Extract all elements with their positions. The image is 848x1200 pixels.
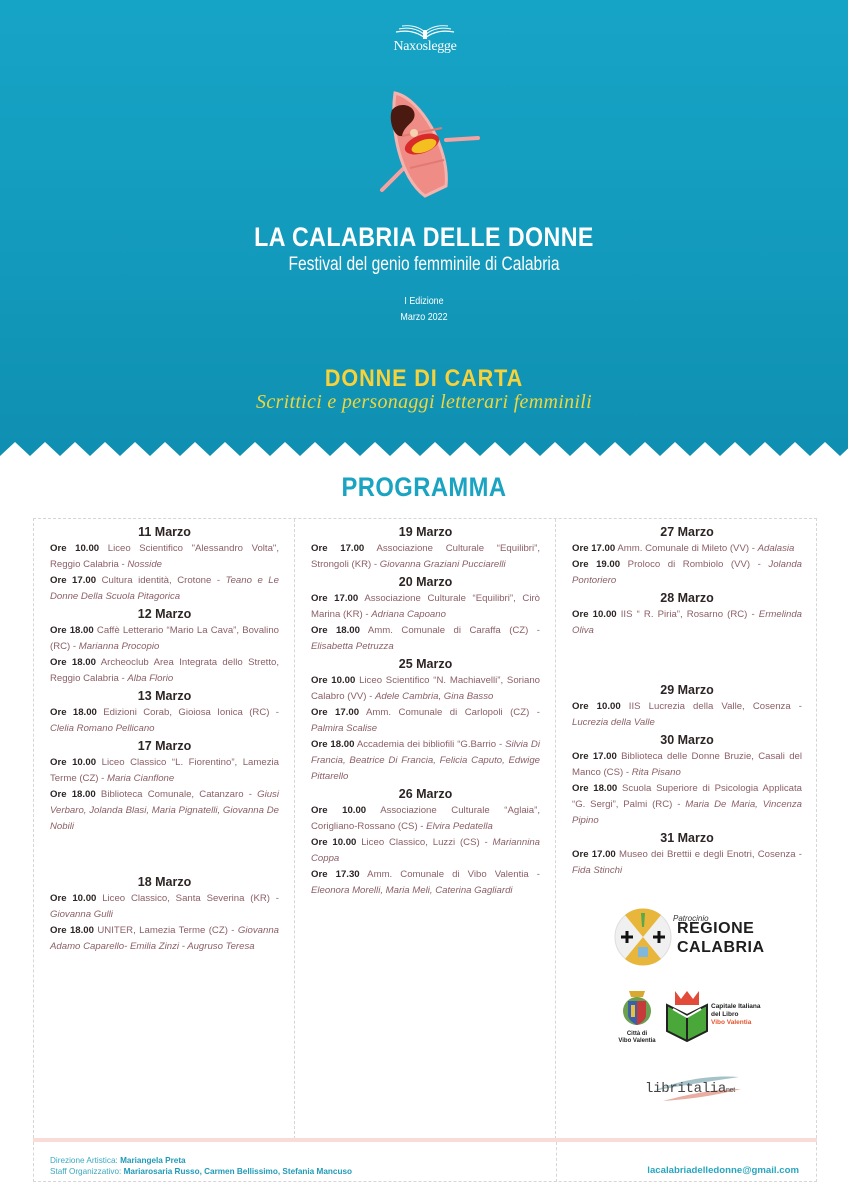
logo-text: Naxoslegge <box>393 39 457 54</box>
event-venue: Liceo Scientifico “N. Machiavelli”, Soriano Calabro (VV) - <box>311 675 540 702</box>
libritalia-logo <box>643 1071 743 1105</box>
naxoslegge-logo <box>385 22 465 58</box>
event-venue: Amm. Comunale di Vibo Valentia - <box>367 869 540 880</box>
event-item <box>50 891 279 923</box>
event-time: Ore 10.00 <box>311 805 367 816</box>
day-heading: 17 Marzo <box>137 739 192 753</box>
event-guest: Ermelinda Oliva <box>572 609 802 636</box>
event-item <box>311 591 540 623</box>
day-heading: 13 Marzo <box>137 689 192 703</box>
event-guest: Adriana Capoano <box>371 609 446 620</box>
event-time: Ore 10.00 <box>50 543 100 554</box>
capitale-line-2: del Libro <box>711 1011 739 1018</box>
citta-line-2: Vibo Valentia <box>618 1038 656 1044</box>
program-column-2 <box>295 519 556 1139</box>
event-guest: Giovanna Graziani Pucciarelli <box>379 559 506 570</box>
event-guest: Palmira Scalise <box>311 723 378 734</box>
event-venue: Amm. Comunale di Mileto (VV) - <box>617 543 758 554</box>
day-heading: 12 Marzo <box>137 607 192 621</box>
capitale-line-3: Vibo Valentia <box>711 1019 752 1026</box>
capitale-libro-text <box>711 1003 761 1027</box>
edition-info <box>64 293 785 325</box>
program-grid <box>33 518 817 1138</box>
event-time: Ore 18.00 <box>50 657 96 668</box>
event-time: Ore 17.00 <box>572 751 617 762</box>
event-guest: Maria Cianflone <box>107 773 175 784</box>
event-time: Ore 10.00 <box>311 837 357 848</box>
event-time: Ore 17.00 <box>50 575 97 586</box>
hero-banner <box>0 0 848 460</box>
event-time: Ore 17.30 <box>311 869 360 880</box>
event-venue: Liceo Classico, Santa Severina (KR) - <box>102 893 279 904</box>
libritalia-suffix: net <box>726 1087 735 1094</box>
event-venue: Accademia dei bibliofili “G.Barrio - <box>356 739 506 750</box>
event-item <box>50 755 279 787</box>
event-venue: Liceo Classico, Luzzi (CS) - <box>361 837 493 848</box>
event-venue: Archeoclub Area Integrata dello Stretto, Reggio Calabria - <box>50 657 279 684</box>
event-guest: Adalasia <box>757 543 795 554</box>
credits <box>50 1155 352 1177</box>
capitale-line-1: Capitale Italiana <box>711 1003 761 1010</box>
event-venue: Liceo Classico “L. Fiorentino”, Lamezia Terme (CZ) - <box>50 757 279 784</box>
event-item <box>572 847 802 879</box>
event-item <box>572 749 802 781</box>
event-guest: Teano e Le Donne Della Scuola Pitagorica <box>50 575 279 602</box>
staff-label: Staff Organizzativo: <box>50 1167 124 1176</box>
day-heading: 19 Marzo <box>398 525 453 539</box>
staff-names: Mariarosaria Russo, Carmen Bellissimo, Stefania Mancuso <box>123 1167 352 1176</box>
event-item <box>572 699 802 731</box>
event-time: Ore 18.00 <box>50 625 94 636</box>
event-item <box>311 835 540 867</box>
event-item <box>50 705 279 737</box>
programma-heading: PROGRAMMA <box>341 472 507 502</box>
event-guest: Rita Pisano <box>631 767 681 778</box>
event-venue: Scuola Superiore di Psicologia Applicata “G. Sergi”, Palmi (RC) - <box>572 783 802 810</box>
event-time: Ore 10.00 <box>572 701 621 712</box>
footer <box>33 1142 817 1182</box>
organizing-staff <box>50 1166 352 1177</box>
program-column-1 <box>34 519 295 1139</box>
regione-calabria-logo-text <box>677 919 765 957</box>
day-heading: 26 Marzo <box>398 787 453 801</box>
event-item <box>311 623 540 655</box>
day-heading: 20 Marzo <box>398 575 453 589</box>
patrocinio-label: Patrocinio <box>673 914 709 923</box>
event-venue: Associazione Culturale “Equilibri”, Strongoli (KR) - <box>311 543 540 570</box>
event-venue: Edizioni Corab, Gioiosa Ionica (RC) - <box>103 707 279 718</box>
event-guest: Eleonora Morelli, Maria Meli, Caterina Gagliardi <box>311 885 513 896</box>
event-venue: Biblioteca delle Donne Bruzie, Casali del Manco (CS) - <box>572 751 802 778</box>
edition-date: Marzo 2022 <box>400 311 448 323</box>
event-time: Ore 19.00 <box>572 559 621 570</box>
event-time: Ore 18.00 <box>311 625 360 636</box>
event-item <box>50 541 279 573</box>
event-item <box>572 557 802 589</box>
libritalia-text <box>645 1081 735 1097</box>
event-guest: Clelia Romano Pellicano <box>50 723 155 734</box>
day-heading: 27 Marzo <box>660 525 714 539</box>
event-item <box>50 623 279 655</box>
column-spacer <box>572 639 802 681</box>
event-time: Ore 17.00 <box>311 593 359 604</box>
event-guest: Alba Florio <box>127 673 174 684</box>
event-time: Ore 17.00 <box>311 543 365 554</box>
event-item <box>50 655 279 687</box>
regione-line-1: REGIONE <box>677 920 755 937</box>
event-guest: Fida Stinchi <box>572 865 623 876</box>
event-time: Ore 17.00 <box>311 707 360 718</box>
event-time: Ore 18.00 <box>50 707 97 718</box>
event-time: Ore 18.00 <box>311 739 355 750</box>
event-time: Ore 10.00 <box>311 675 356 686</box>
event-guest: Silvia Di Francia, Beatrice Di Francia, Felicia Caputo, Edwige Pittarello <box>311 739 540 782</box>
event-venue: Biblioteca Comunale, Catanzaro - <box>100 789 258 800</box>
event-venue: IIS “ R. Piria”, Rosarno (RC) - <box>620 609 759 620</box>
event-guest: Lucrezia della Valle <box>572 717 655 728</box>
citta-line-1: Città di <box>626 1031 648 1037</box>
event-guest: Marianna Procopio <box>78 641 160 652</box>
event-venue: UNITER, Lamezia Terme (CZ) - <box>97 925 238 936</box>
event-guest: Giovanna Gulli <box>50 909 113 920</box>
event-item <box>50 787 279 835</box>
rowing-boat-illustration <box>370 88 490 203</box>
event-item <box>50 573 279 605</box>
event-item <box>311 541 540 573</box>
event-guest: Nosside <box>127 559 162 570</box>
event-item <box>311 803 540 835</box>
day-heading: 28 Marzo <box>660 591 714 605</box>
day-heading: 25 Marzo <box>398 657 453 671</box>
event-item <box>572 541 802 557</box>
event-guest: Elvira Pedatella <box>426 821 493 832</box>
libritalia-name: libritalia <box>645 1081 727 1097</box>
event-item <box>311 705 540 737</box>
event-time: Ore 17.00 <box>572 849 616 860</box>
day-heading: 18 Marzo <box>137 875 192 889</box>
event-guest: Adele Cambria, Gina Basso <box>374 691 494 702</box>
capitale-libro-book-icon <box>665 987 709 1043</box>
vibo-valentia-coat-of-arms <box>619 987 655 1031</box>
event-time: Ore 18.00 <box>572 783 618 794</box>
event-guest: Giusi Verbaro, Jolanda Blasi, Maria Pignatelli, Giovanna De Nobili <box>50 789 279 832</box>
event-venue: IIS Lucrezia della Valle, Cosenza - <box>628 701 802 712</box>
contact-email-link[interactable]: lacalabriadelledonne@gmail.com <box>647 1165 799 1176</box>
event-venue: Associazione Culturale “Aglaia”, Corigliano-Rossano (CS) - <box>311 805 540 832</box>
event-item <box>311 867 540 899</box>
direction-label: Direzione Artistica: <box>50 1156 121 1165</box>
event-time: Ore 10.00 <box>50 757 97 768</box>
event-guest: Mariannina Coppa <box>311 837 540 864</box>
day-heading: 30 Marzo <box>660 733 714 747</box>
event-time: Ore 10.00 <box>572 609 617 620</box>
day-heading: 31 Marzo <box>660 831 714 845</box>
event-venue: Amm. Comunale di Carlopoli (CZ) - <box>366 707 540 718</box>
event-item <box>572 781 802 829</box>
event-venue: Associazione Culturale “Equilibri”, Cirò Marina (KR) - <box>311 593 540 620</box>
zigzag-edge <box>0 430 848 460</box>
sponsors-area <box>579 907 799 1107</box>
event-item <box>50 923 279 955</box>
column-spacer <box>50 835 279 873</box>
event-item <box>311 673 540 705</box>
direction-name: Mariangela Preta <box>120 1156 186 1165</box>
event-venue: Liceo Scientifico "Alessandro Volta", Reggio Calabria - <box>50 543 279 570</box>
event-time: Ore 18.00 <box>50 925 94 936</box>
event-guest: Maria De Maria, Vincenza Pipino <box>572 799 802 826</box>
festival-subtitle: Festival del genio femminile di Calabria <box>288 254 560 275</box>
citta-vibo-label <box>605 1031 669 1045</box>
regione-calabria-emblem <box>613 907 673 967</box>
edition-label: I Edizione <box>404 295 444 307</box>
artistic-direction <box>50 1155 352 1166</box>
event-venue: Cultura identità, Crotone - <box>101 575 226 586</box>
event-venue: Amm. Comunale di Caraffa (CZ) - <box>367 625 540 636</box>
event-venue: Museo dei Brettii e degli Enotri, Cosenza - <box>618 849 802 860</box>
theme-subtitle: Scrittici e personaggi letterari femminili <box>256 391 592 413</box>
event-guest: Elisabetta Petruzza <box>311 641 394 652</box>
event-time: Ore 18.00 <box>50 789 96 800</box>
festival-title: LA CALABRIA DELLE DONNE <box>254 222 594 252</box>
regione-line-2: CALABRIA <box>677 939 765 956</box>
event-venue: Proloco di Rombiolo (VV) - <box>627 559 769 570</box>
theme-title: DONNE DI CARTA <box>324 365 524 392</box>
event-guest: Jolanda Pontoriero <box>572 559 802 586</box>
day-heading: 11 Marzo <box>138 525 191 539</box>
event-item <box>311 737 540 785</box>
event-time: Ore 10.00 <box>50 893 97 904</box>
event-venue: Caffè Letterario “Mario La Cava”, Bovalino (RC) - <box>50 625 279 652</box>
event-time: Ore 17.00 <box>572 543 616 554</box>
footer-column-divider <box>556 1142 557 1182</box>
event-item <box>572 607 802 639</box>
event-guest: Giovanna Adamo Caparello- Emilia Zinzi - Augruso Teresa <box>50 925 279 952</box>
day-heading: 29 Marzo <box>660 683 714 697</box>
